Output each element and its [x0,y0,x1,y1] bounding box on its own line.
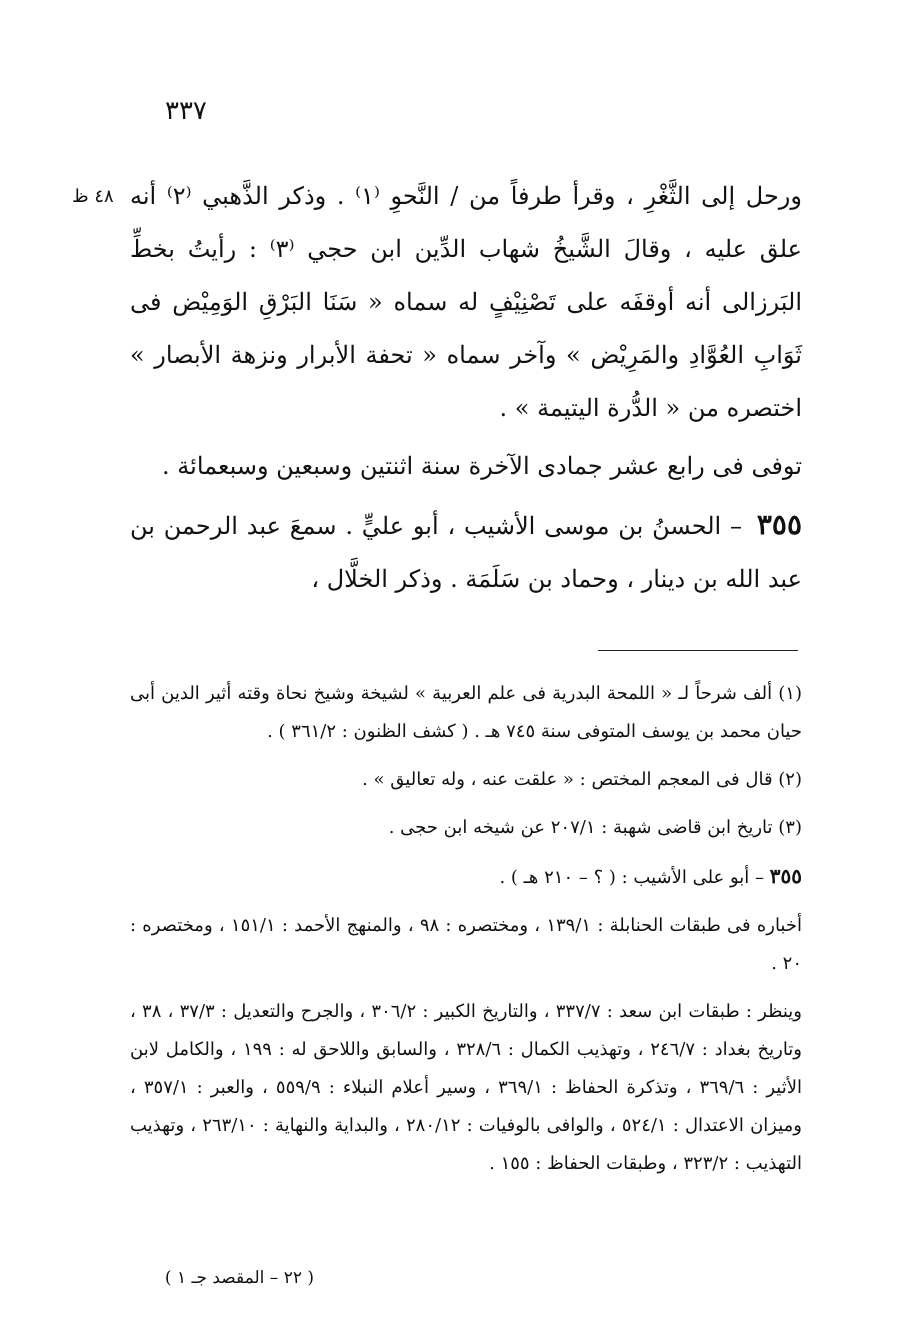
footnote-sources-1: أخباره فى طبقات الحنابلة : ١٣٩/١ ، ومختصره : ٩٨ ، والمنهج الأحمد : ١٥١/١ ، ومختصره : ٢٠ . [130,915,802,974]
footnotes-section [130,675,802,1183]
main-paragraph-1 [130,170,802,435]
paragraph-text: ورحل إلى الثَّغْرِ ، وقرأ طرفاً من / النَّحوِ ⁽١⁾ . وذكر الذَّهبي ⁽٢⁾ أنه علق عليه ، وقالَ الشَّيخُ شهاب الدِّين ابن حجي ⁽٣⁾ : رأيتُ بخطِّ البَرزالى أنه أوقفَه على تَصْنِيْفٍ له سماه « سَنَا البَرْقِ الوَمِيْض فى ثَوَابِ العُوَّادِ والمَرِيْض » وآخر سماه « تحفة الأبرار ونزهة الأبصار » اختصره من « الدُّرة اليتيمة » . [130,182,803,422]
page-number: ٣٣٧ [165,96,207,126]
footnote-sources-2: وينظر : طبقات ابن سعد : ٣٣٧/٧ ، والتاريخ الكبير : ٣٠٦/٢ ، والجرح والتعديل : ٣٧/٣ ، ٣٨ ، وتاريخ بغداد : ٢٤٦/٧ ، وتهذيب الكمال : ٣٢٨/٦ ، والسابق واللاحق له : ١٩٩ ، والكامل لابن الأثير : ٣٦٩/٦ ، وتذكرة الحفاظ : ٣٦٩/١ ، وسير أعلام النبلاء : ٥٥٩/٩ ، والعبر : ٣٥٧/١ ، وميزان الاعتدال : ٥٢٤/١ ، والوافى بالوفيات : ٢٨٠/١٢ ، والبداية والنهاية : ٢٦٣/١٠ ، وتهذيب التهذيب : ٣٢٣/٢ ، وطبقات الحفاظ : ١٥٥ . [130,1001,803,1174]
footnote-entry [130,857,802,897]
manuscript-folio-note: ٤٨ ظ [72,186,114,207]
entry-text: – الحسنُ بن موسى الأشيب ، أبو عليٍّ . سمعَ عبد الرحمن بن عبد الله بن دينار ، وحماد بن سَلَمَة . وذكر الخلَّال ، [130,512,802,593]
footnote-2: (٢) قال فى المعجم المختص : « علقت عنه ، وله تعاليق » . [362,769,802,790]
footnote-divider [598,650,798,651]
death-date-text: توفى فى رابع عشر جمادى الآخرة سنة اثنتين وسبعين وسبعمائة . [162,452,802,480]
footnote-1: (١) ألف شرحاً لـ « اللمحة البدرية فى علم العربية » لشيخة وشيخ نحاة وقته أثير الدين أبى حيان محمد بن يوسف المتوفى سنة ٧٤٥ هـ . ( كشف الظنون : ٣٦١/٢ ) . [130,683,802,742]
entry-paragraph [130,498,802,606]
footnote-entry-text: – أبو على الأشيب : ( ؟ – ٢١٠ هـ ) . [499,867,765,888]
main-paragraph-2 [130,440,802,493]
printer-signature: ( ٢٢ – المقصد جـ ١ ) [164,1268,314,1288]
footnote-3: (٣) تاريخ ابن قاضى شهبة : ٢٠٧/١ عن شيخه ابن حجى . [388,817,802,838]
biography-entry [130,498,802,606]
footnote-entry-number: ٣٥٥ [769,864,802,888]
entry-number: ٣٥٥ [756,508,802,541]
